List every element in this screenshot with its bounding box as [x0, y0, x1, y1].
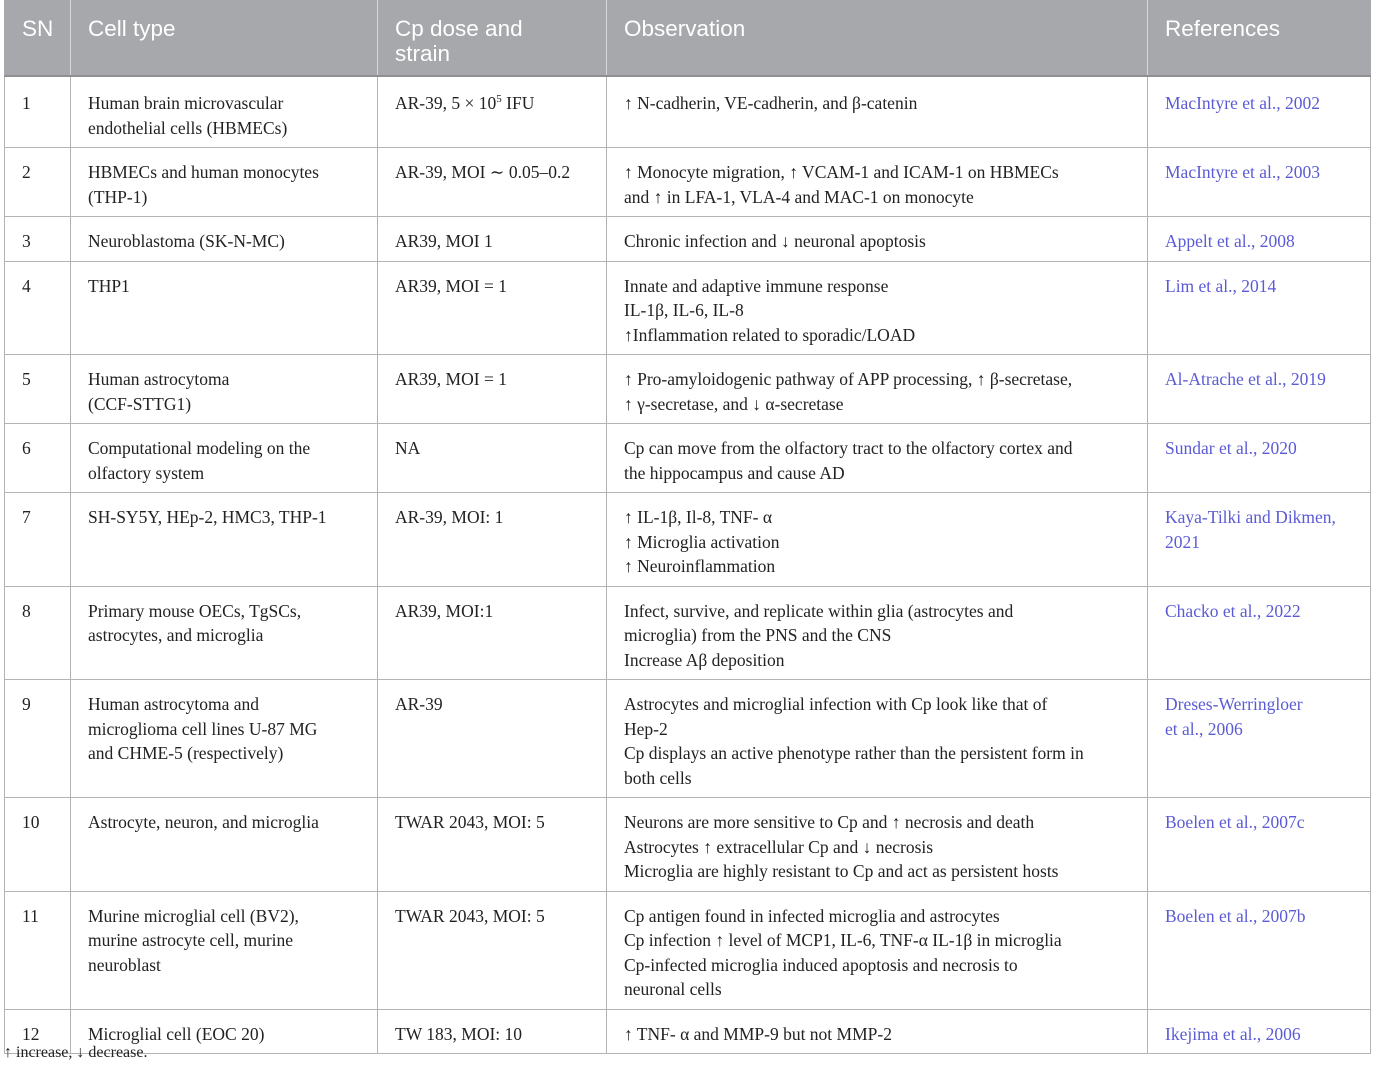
reference-cell[interactable]	[1148, 891, 1371, 1009]
cell-type-cell	[71, 355, 378, 424]
observation-cell	[607, 424, 1148, 493]
observation-cell	[607, 798, 1148, 892]
table-row	[5, 798, 1371, 892]
table-row	[5, 680, 1371, 798]
header-sn: SN	[5, 0, 71, 76]
cell-type-line: Primary mouse OECs, TgSCs,	[88, 600, 302, 621]
table-row	[5, 261, 1371, 355]
cell-type-line: (CCF-STTG1)	[88, 393, 192, 414]
observation-line: both cells	[624, 767, 692, 788]
table-row	[5, 76, 1371, 148]
cell-type-line: endothelial cells (HBMECs)	[88, 117, 288, 138]
reference-cell[interactable]	[1148, 1009, 1371, 1054]
reference-link[interactable]: Sundar et al., 2020	[1165, 438, 1297, 458]
reference-link[interactable]: Kaya-Tilki and Dikmen,	[1165, 507, 1336, 527]
observation-line: Increase Aβ deposition	[624, 649, 785, 670]
header-cell-type: Cell type	[71, 0, 378, 76]
observation-cell	[607, 355, 1148, 424]
table-header	[5, 0, 1371, 76]
reference-cell[interactable]	[1148, 680, 1371, 798]
observation-line: ↑Inflammation related to sporadic/LOAD	[624, 324, 916, 345]
header-references: References	[1148, 0, 1371, 76]
dose-strain-cell: AR39, MOI = 1	[378, 261, 607, 355]
observation-line: Cp-infected microglia induced apoptosis and necrosis to	[624, 954, 1018, 975]
reference-link[interactable]: et al., 2006	[1165, 718, 1243, 739]
reference-cell[interactable]	[1148, 424, 1371, 493]
cell-type-line: Computational modeling on the	[88, 438, 311, 458]
dose-strain-cell: TWAR 2043, MOI: 5	[378, 798, 607, 892]
table-row	[5, 1009, 1371, 1054]
cell-type-line: Human brain microvascular	[88, 93, 284, 113]
reference-link[interactable]: Boelen et al., 2007b	[1165, 905, 1306, 926]
reference-cell[interactable]	[1148, 261, 1371, 355]
reference-cell[interactable]	[1148, 493, 1371, 587]
sn-cell: 10	[5, 798, 71, 892]
observation-cell	[607, 680, 1148, 798]
observation-line: Astrocytes ↑ extracellular Cp and ↓ necrosis	[624, 836, 934, 857]
reference-link[interactable]: Boelen et al., 2007c	[1165, 812, 1305, 832]
observation-line: ↑ N-cadherin, VE-cadherin, and β-catenin	[624, 93, 918, 113]
dose-strain-cell: AR-39, MOI ∼ 0.05–0.2	[378, 148, 607, 217]
observation-line: neuronal cells	[624, 979, 722, 999]
sn-cell: 3	[5, 217, 71, 262]
cell-type-cell	[71, 680, 378, 798]
observation-cell	[607, 217, 1148, 262]
reference-cell[interactable]	[1148, 148, 1371, 217]
cell-type-cell	[71, 217, 378, 262]
dose-part: IFU	[501, 93, 535, 113]
observation-line: ↑ γ-secretase, and ↓ α-secretase	[624, 393, 844, 414]
cell-type-cell	[71, 76, 378, 148]
table-row	[5, 424, 1371, 493]
dose-strain-cell: AR39, MOI 1	[378, 217, 607, 262]
observation-line: Infect, survive, and replicate within glia (astrocytes and	[624, 600, 1014, 621]
observation-line: ↑ Microglia activation	[624, 531, 780, 552]
cell-type-line: and CHME-5 (respectively)	[88, 743, 284, 763]
observation-line: ↑ IL-1β, Il-8, TNF- α	[624, 507, 773, 527]
observation-line: and ↑ in LFA-1, VLA-4 and MAC-1 on monocyte	[624, 186, 974, 207]
sn-cell: 11	[5, 891, 71, 1009]
reference-cell[interactable]	[1148, 76, 1371, 148]
sn-cell: 2	[5, 148, 71, 217]
table-row	[5, 891, 1371, 1009]
observation-line: Microglia are highly resistant to Cp and act as persistent hosts	[624, 861, 1059, 881]
cell-type-cell	[71, 798, 378, 892]
dose-strain-cell: AR-39	[378, 680, 607, 798]
table-row	[5, 217, 1371, 262]
reference-cell[interactable]	[1148, 586, 1371, 680]
observation-line: Hep-2	[624, 718, 668, 739]
sn-cell: 7	[5, 493, 71, 587]
cell-type-line: (THP-1)	[88, 186, 148, 207]
cell-type-cell	[71, 493, 378, 587]
observation-line: microglia) from the PNS and the CNS	[624, 625, 892, 645]
observation-line: Cp displays an active phenotype rather than the persistent form in	[624, 743, 1084, 763]
cell-type-cell	[71, 424, 378, 493]
observation-line: Neurons are more sensitive to Cp and ↑ necrosis and death	[624, 812, 1035, 832]
reference-link[interactable]: Appelt et al., 2008	[1165, 231, 1295, 251]
header-observation: Observation	[607, 0, 1148, 76]
reference-link[interactable]: Chacko et al., 2022	[1165, 600, 1301, 621]
cell-type-line: olfactory system	[88, 462, 205, 483]
cell-type-line: murine astrocyte cell, murine	[88, 930, 294, 950]
observation-cell	[607, 891, 1148, 1009]
observation-line: Cp can move from the olfactory tract to the olfactory cortex and	[624, 438, 1073, 458]
dose-strain-cell: AR39, MOI:1	[378, 586, 607, 680]
header-dose-line: Cp dose and	[395, 16, 523, 41]
cell-type-line: Human astrocytoma and	[88, 694, 260, 714]
cell-type-line: THP1	[88, 275, 130, 296]
reference-link[interactable]: Lim et al., 2014	[1165, 275, 1277, 296]
sn-cell: 9	[5, 680, 71, 798]
observation-cell	[607, 1009, 1148, 1054]
sn-cell: 1	[5, 76, 71, 148]
cell-type-line: microglioma cell lines U-87 MG	[88, 718, 318, 739]
header-dose-strain	[378, 0, 607, 76]
observation-line: Innate and adaptive immune response	[624, 275, 889, 296]
cell-type-line: Human astrocytoma	[88, 369, 230, 389]
cell-type-line: SH-SY5Y, HEp-2, HMC3, THP-1	[88, 507, 327, 527]
dose-strain-cell: NA	[378, 424, 607, 493]
cell-type-line: Microglial cell (EOC 20)	[88, 1023, 265, 1044]
sn-cell: 12	[5, 1009, 71, 1054]
header-row	[5, 0, 1371, 76]
dose-part: 5	[496, 93, 502, 106]
reference-cell[interactable]	[1148, 798, 1371, 892]
reference-link[interactable]: Ikejima et al., 2006	[1165, 1023, 1301, 1044]
dose-strain-cell: TWAR 2043, MOI: 5	[378, 891, 607, 1009]
reference-link[interactable]: MacIntyre et al., 2003	[1165, 162, 1321, 182]
sn-cell: 5	[5, 355, 71, 424]
reference-cell[interactable]	[1148, 355, 1371, 424]
table-row	[5, 148, 1371, 217]
table-footnote: ↑ increase, ↓ decrease.	[4, 1044, 148, 1061]
observation-line: IL-1β, IL-6, IL-8	[624, 300, 744, 320]
observation-line: Cp antigen found in infected microglia and astrocytes	[624, 905, 1000, 926]
cell-type-cell	[71, 891, 378, 1009]
observation-cell	[607, 148, 1148, 217]
table-row	[5, 586, 1371, 680]
dose-strain-cell: AR-39, MOI: 1	[378, 493, 607, 587]
observation-line: Chronic infection and ↓ neuronal apoptosis	[624, 231, 926, 251]
observation-line: the hippocampus and cause AD	[624, 462, 845, 483]
observation-line: Astrocytes and microglial infection with Cp look like that of	[624, 694, 1048, 714]
sn-cell: 8	[5, 586, 71, 680]
reference-link[interactable]: Dreses-Werringloer	[1165, 694, 1303, 714]
sn-cell: 4	[5, 261, 71, 355]
cell-type-cell	[71, 261, 378, 355]
reference-cell[interactable]	[1148, 217, 1371, 262]
dose-strain-cell	[378, 76, 607, 148]
observation-cell	[607, 261, 1148, 355]
observation-cell	[607, 493, 1148, 587]
observation-line: ↑ Pro-amyloidogenic pathway of APP processing, ↑ β-secretase,	[624, 369, 1073, 389]
cell-type-line: Neuroblastoma (SK-N-MC)	[88, 231, 285, 251]
reference-link[interactable]: 2021	[1165, 531, 1200, 552]
dose-part: AR-39, 5 × 10	[395, 93, 497, 113]
sn-cell: 6	[5, 424, 71, 493]
observation-line: Cp infection ↑ level of MCP1, IL-6, TNF-α IL-1β in microglia	[624, 930, 1062, 950]
cell-type-line: HBMECs and human monocytes	[88, 162, 319, 182]
data-table	[4, 0, 1371, 1054]
table-body	[5, 76, 1371, 1054]
table-row	[5, 355, 1371, 424]
reference-link[interactable]: Al-Atrache et al., 2019	[1165, 369, 1326, 389]
cell-type-line: Murine microglial cell (BV2),	[88, 905, 299, 926]
cell-type-cell	[71, 586, 378, 680]
reference-link[interactable]: MacIntyre et al., 2002	[1165, 93, 1321, 113]
observation-line: ↑ TNF- α and MMP-9 but not MMP-2	[624, 1023, 892, 1044]
observation-line: ↑ Monocyte migration, ↑ VCAM-1 and ICAM-1 on HBMECs	[624, 162, 1059, 182]
dose-strain-cell: AR39, MOI = 1	[378, 355, 607, 424]
observation-line: ↑ Neuroinflammation	[624, 556, 776, 576]
observation-cell	[607, 76, 1148, 148]
cell-type-cell	[71, 148, 378, 217]
header-dose-line: strain	[395, 41, 451, 66]
cell-type-line: astrocytes, and microglia	[88, 625, 264, 645]
dose-strain-cell: TW 183, MOI: 10	[378, 1009, 607, 1054]
cell-type-line: neuroblast	[88, 954, 161, 975]
table-row	[5, 493, 1371, 587]
cell-type-line: Astrocyte, neuron, and microglia	[88, 812, 319, 832]
observation-cell	[607, 586, 1148, 680]
